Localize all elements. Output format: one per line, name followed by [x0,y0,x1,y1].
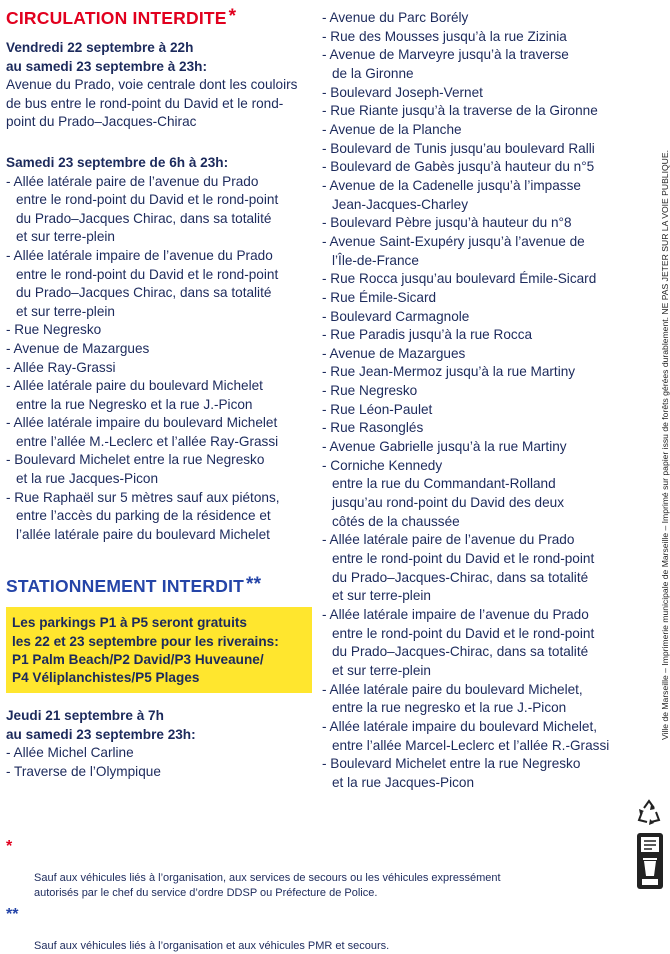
list-item: - Boulevard Joseph-Vernet [322,84,483,100]
list-item: - Allée latérale paire de l’avenue du Prado entre le rond-point du David et le rond-point du Prado–Jacques Chirac, dans sa totalité et sur terre-plein [6,173,279,245]
list-item: - Avenue de Marveyre jusqu’à la traverse de la Gironne [322,47,569,81]
right-column [322,9,636,793]
circulation-title-stars: * [228,6,237,27]
stationnement-title-text: STATIONNEMENT INTERDIT [6,576,245,597]
list-item: - Avenue de la Planche [322,121,462,137]
list-item: - Rue Émile-Sicard [322,289,437,305]
footnote-text: Sauf aux véhicules liés à l’organisation et aux véhicules PMR et secours. [34,940,390,952]
left-column [6,6,312,782]
list-item: - Boulevard de Tunis jusqu’au boulevard Ralli [322,140,595,156]
footnote-double-star [6,906,616,954]
list-item: - Avenue de Mazargues [322,345,466,361]
printer-side-note: Ville de Marseille – Imprimerie municipale de Marseille – Imprimé sur papier issu de forêts gérées durablement. NE PAS JETER SUR LA VOIE PUBLIQUE. [660,150,670,741]
free-parking-highlight: Les parkings P1 à P5 seront gratuits les 22 et 23 septembre pour les riverains: P1 Palm Beach/P2 David/P3 Huveaune/ P4 Véliplanchistes/P5 Plages [6,607,312,693]
circulation-title [6,6,312,29]
list-item: - Allée latérale impaire de l’avenue du Prado entre le rond-point du David et le rond-point du Prado–Jacques Chirac, dans sa totalité et sur terre-plein [6,247,279,319]
footnotes [6,838,616,954]
list-item: - Rue Riante jusqu’à la traverse de la Gironne [322,103,598,119]
list-item: - Boulevard Michelet entre la rue Negresko et la rue Jacques-Picon [322,756,581,790]
parking-street-list [6,744,312,781]
list-item: - Rue Léon-Paulet [322,401,433,417]
list-item: - Boulevard de Gabès jusqu’à hauteur du n°5 [322,159,595,175]
list-item: - Boulevard Pèbre jusqu’à hauteur du n°8 [322,215,572,231]
friday-schedule-text: Avenue du Prado, voie centrale dont les couloirs de bus entre le rond-point du David et le rond-point du Prado–Jacques-Chirac [6,77,298,130]
list-item: - Allée latérale impaire de l’avenue du Prado entre le rond-point du David et le rond-point du Prado–Jacques-Chirac, dans sa totalité et sur terre-plein [322,607,595,678]
friday-schedule-header: Vendredi 22 septembre à 22h au samedi 23 septembre à 23h: [6,40,207,74]
list-item: - Rue Negresko [322,383,418,399]
list-item: - Allée latérale paire du boulevard Michelet entre la rue Negresko et la rue J.-Picon [6,378,263,412]
stationnement-title [6,574,312,597]
list-item: - Rue Raphaël sur 5 mètres sauf aux piétons, entre l’accès du parking de la résidence et l’allée latérale paire du boulevard Michelet [6,489,280,542]
list-item: - Avenue Saint-Exupéry jusqu’à l’avenue de l’Île-de-France [322,233,585,268]
list-item: - Rue Paradis jusqu’à la rue Rocca [322,327,533,343]
list-item: - Avenue Gabrielle jusqu’à la rue Martiny [322,439,567,455]
footnote-mark: * [6,838,13,855]
circulation-title-text: CIRCULATION INTERDITE [6,8,227,28]
list-item: - Allée latérale impaire du boulevard Michelet entre l’allée M.-Leclerc et l’allée Ray-Grassi [6,415,279,449]
thursday-schedule-header: Jeudi 21 septembre à 7h au samedi 23 septembre 23h: [6,708,196,742]
list-item: - Allée latérale impaire du boulevard Michelet, entre l’allée Marcel-Leclerc et l’allée R.-Grassi [322,718,610,753]
saturday-street-list [6,173,312,545]
list-item: - Rue Negresko [6,322,102,338]
list-item: - Allée Michel Carline [6,745,134,761]
list-item: - Rue des Mousses jusqu’à la rue Zizinia [322,28,567,44]
footnote-mark: ** [6,906,19,923]
saturday-schedule-header: Samedi 23 septembre de 6h à 23h: [6,154,229,170]
list-item: - Avenue du Parc Borély [322,10,469,25]
list-item: - Avenue de la Cadenelle jusqu’à l’impasse Jean-Jacques-Charley [322,177,581,212]
list-item: - Boulevard Michelet entre la rue Negresko et la rue Jacques-Picon [6,452,265,487]
list-item: - Rue Rocca jusqu’au boulevard Émile-Sicard [322,271,597,287]
list-item: - Allée Ray-Grassi [6,359,116,375]
stationnement-title-stars: ** [246,574,262,596]
list-item: - Corniche Kennedy entre la rue du Commandant-Rolland jusqu’au rond-point du David des deux côtés de la chaussée [322,457,565,529]
list-item: - Traverse de l’Olympique [6,764,161,780]
list-item: - Allée latérale paire de l’avenue du Prado entre le rond-point du David et le rond-point du Prado–Jacques-Chirac, dans sa totalité et sur terre-plein [322,532,595,604]
list-item: - Allée latérale paire du boulevard Michelet, entre la rue negresko et la rue J.-Picon [322,681,583,716]
recycle-icon [636,798,662,828]
list-item: - Avenue de Mazargues [6,340,150,356]
footnote-text: Sauf aux véhicules liés à l’organisation, aux services de secours ou les véhicules expressément autorisés par le chef du service d’ordre DDSP ou Préfecture de Police. [34,872,501,899]
list-item: - Boulevard Carmagnole [322,308,470,324]
footnote-single-star [6,838,616,901]
circulation-street-list-continued [322,9,636,793]
list-item: - Rue Jean-Mermoz jusqu’à la rue Martiny [322,364,576,380]
trash-bin-icon [636,832,664,890]
list-item: - Rue Rasonglés [322,420,424,436]
